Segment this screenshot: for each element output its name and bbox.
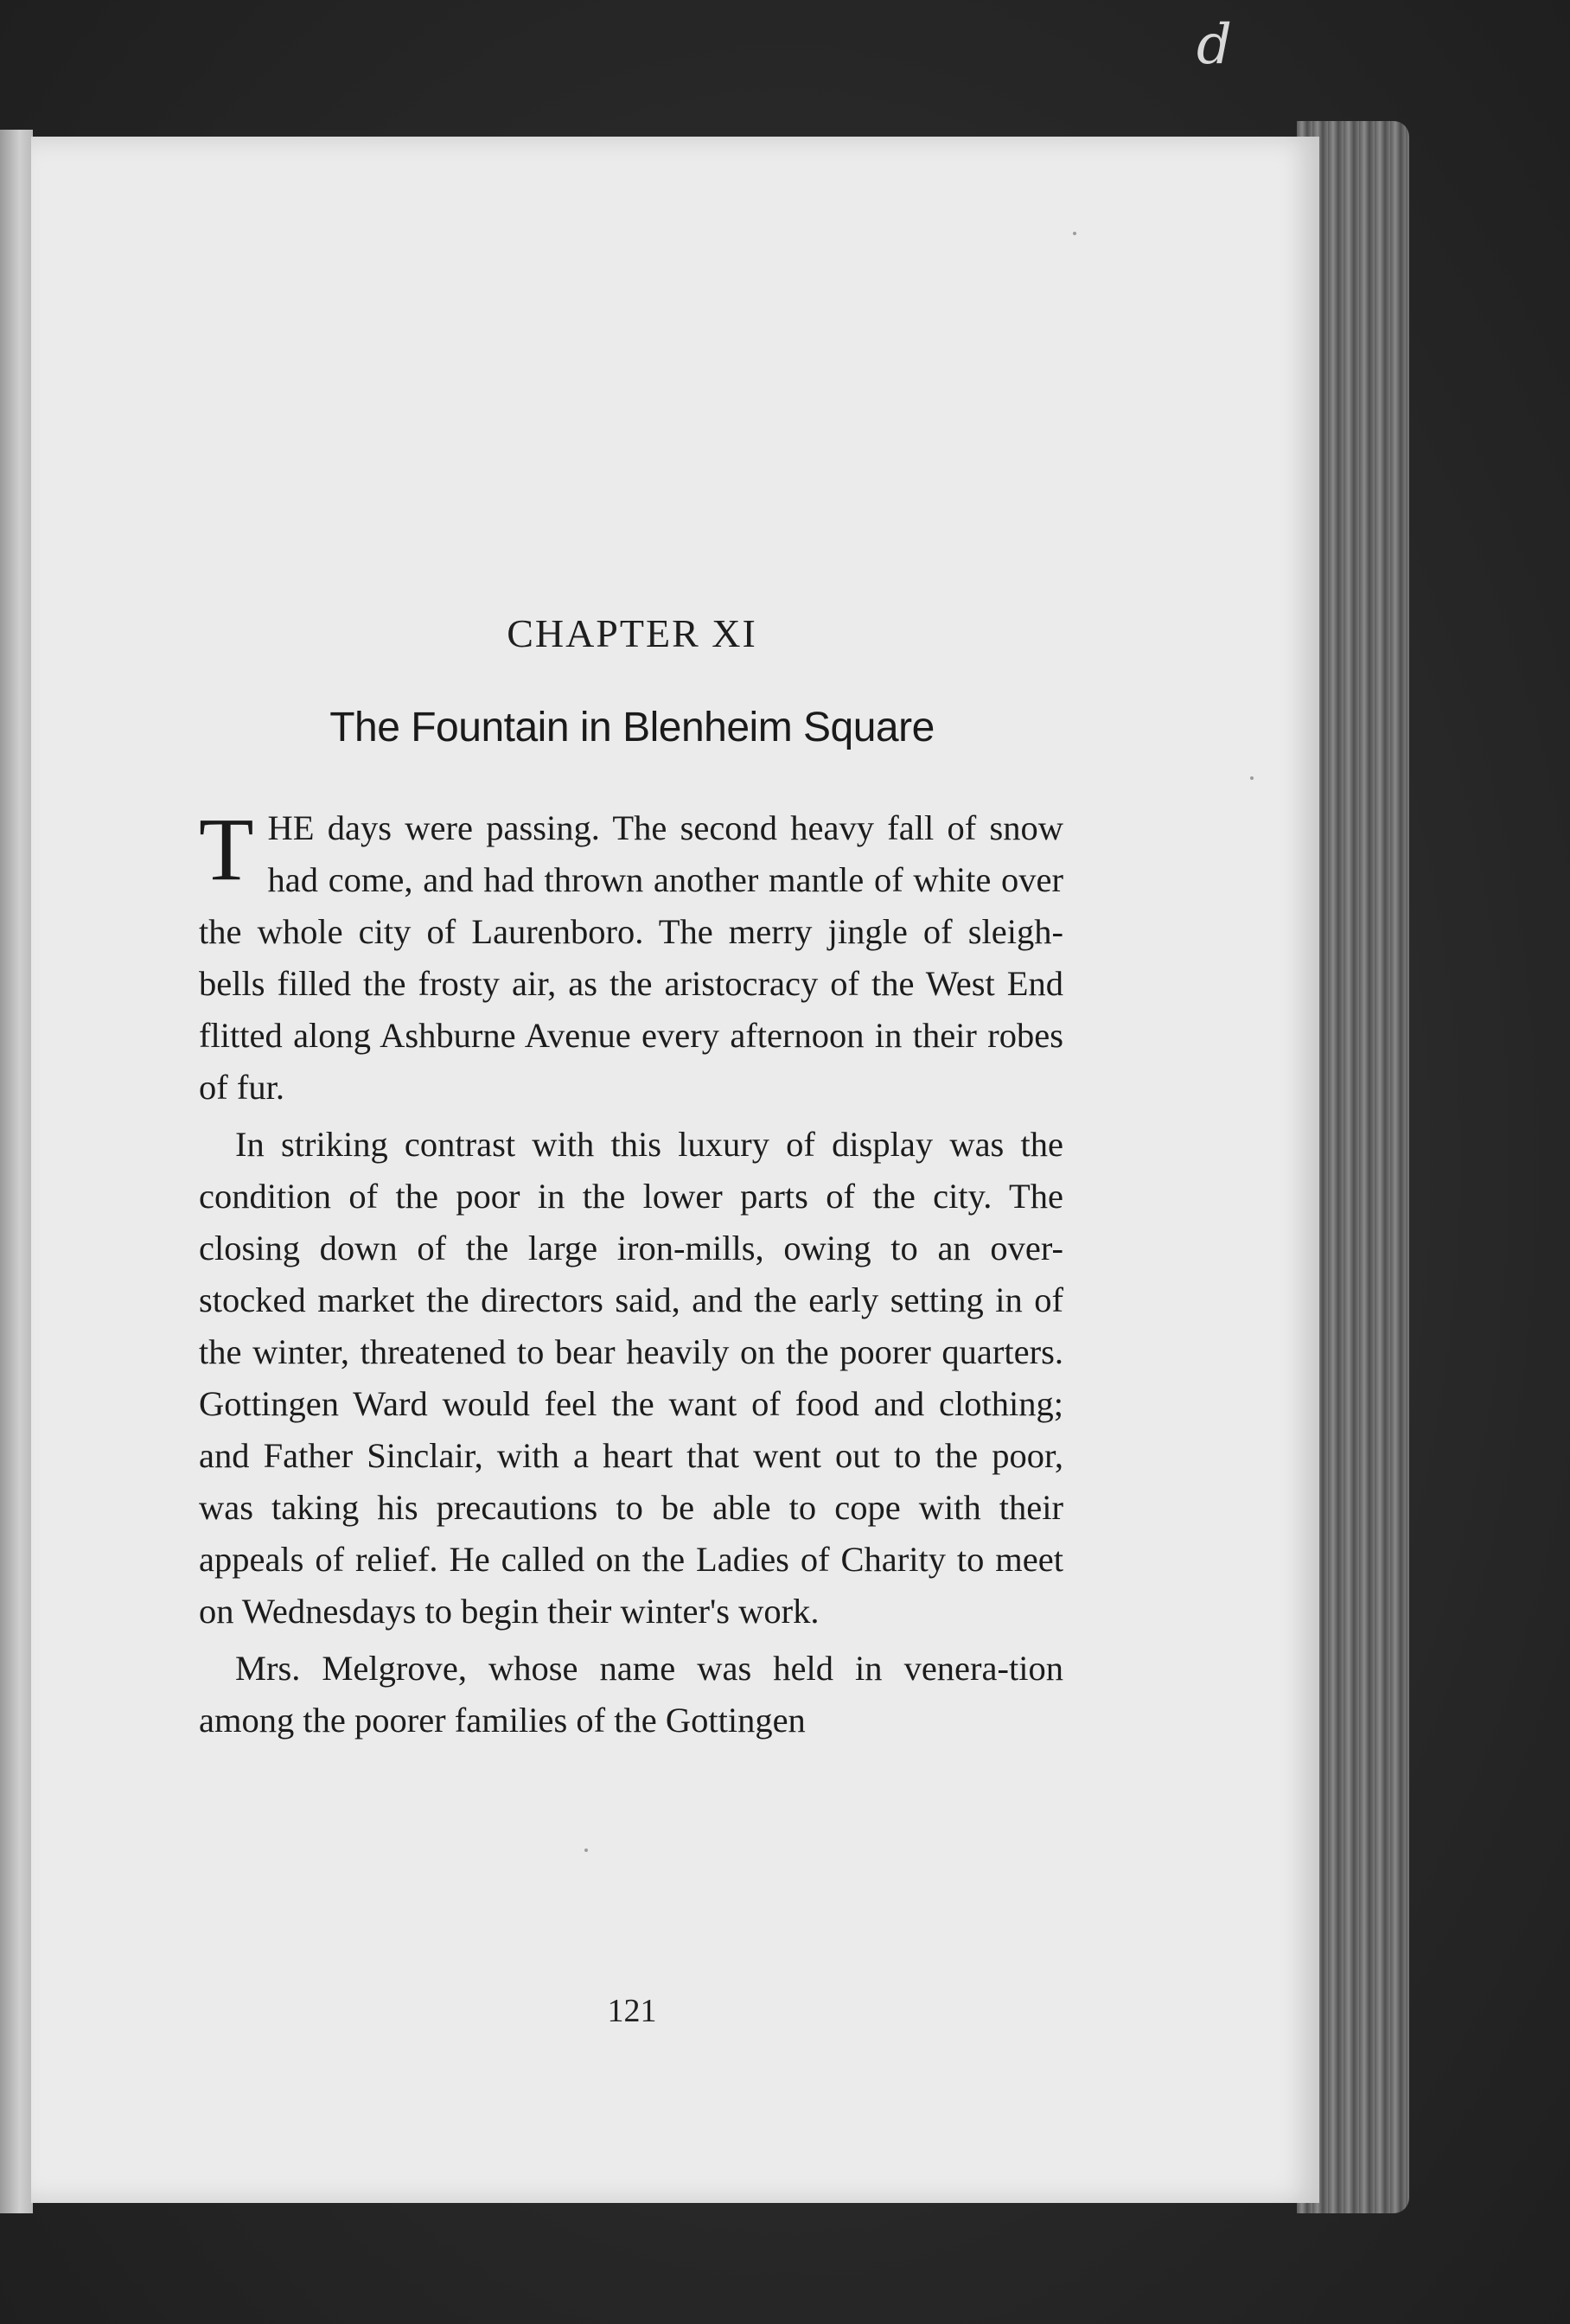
paper-speck [584, 1848, 588, 1852]
paper-speck [1250, 776, 1254, 780]
corner-mark: d [1197, 13, 1232, 77]
page-number: 121 [607, 1993, 657, 2029]
paragraph-2: In striking contrast with this luxury of display was the condition of the poor in the lower parts of the city. The closing down of the large iron-mills, owing to an over-stocked market the directors said, and the early setting in of the winter, threatened to bear heavily on the poorer quarters. Gottingen Ward would feel the want of food and clothing; and Father Sinclair, with a heart that went out to the poor, was taking his precautions to be able to cope with their appeals of relief. He called on the Ladies of Charity to meet on Wednesdays to begin their winter's work. [199, 1125, 1063, 1631]
book-page [31, 137, 1319, 2203]
paragraph-1 [199, 802, 1063, 1114]
paragraph-3: Mrs. Melgrove, whose name was held in venera-tion among the poorer families of the Gottingen [199, 1649, 1063, 1740]
body-text [199, 802, 1063, 1746]
chapter-title: The Fountain in Blenheim Square [329, 705, 935, 750]
left-page-edge [0, 130, 33, 2213]
chapter-number: CHAPTER XI [507, 611, 757, 655]
drop-cap: T [199, 800, 254, 899]
paper-speck [1073, 232, 1076, 235]
paragraph-1-text: HE days were passing. The second heavy fall of snow had come, and had thrown another mantle of white over the whole city of Laurenboro. The merry jingle of sleigh-bells filled the frosty air, as the aristocracy of the West End flitted along Ashburne Avenue every afternoon in their robes of fur. [199, 808, 1063, 1107]
